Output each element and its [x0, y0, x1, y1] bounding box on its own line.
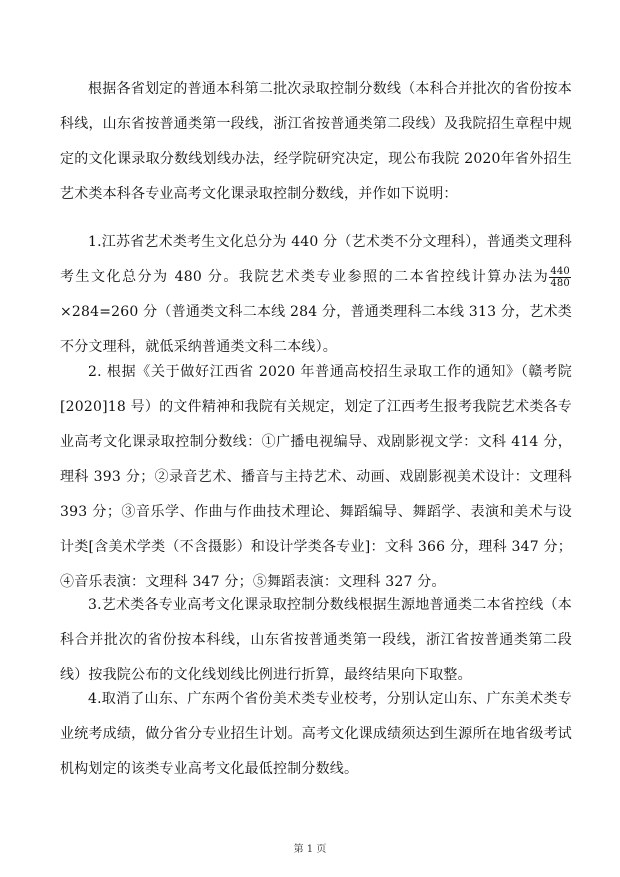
page-number: 第 1 页	[293, 844, 327, 855]
item-2-paragraph: 2. 根据《关于做好江西省 2020 年普通高校招生录取工作的通知》（赣考院[2020]18 号）的文件精神和我院有关规定，划定了江西考生报考我院艺术类各专业高考文化课录取控制分数线：①广播电视编导、戏剧影视文学：文科 414 分，理科 393 分；②录音艺术、播音与主持艺术、动画、戏剧影视美术设计：文理科 393 分；③音乐学、作曲与作曲技术理论、舞蹈编导、舞蹈学、表演和美术与设计类[含美术学类（不含摄影）和设计学类各专业]：文科 366 分，理科 347 分；④音乐表演：文理科 347 分；⑤舞蹈表演：文理科 327 分。	[60, 364, 572, 590]
item-1-paragraph	[60, 225, 572, 365]
item-1-lead: 1.江苏省艺术类考生文化总分为 440 分（艺术类不分文理科），普通类文理科考生文化总分为 480 分。我院艺术类专业参照的二本省控线计算办法为	[60, 234, 572, 285]
item-1-tail: ×284=260 分（普通类文科二本线 284 分，普通类理科二本线 313 分，艺术类不分文理科，就低采纳普通类文科二本线）。	[60, 304, 572, 355]
item-3-paragraph: 3.艺术类各专业高考文化课录取控制分数线根据生源地普通类二本省控线（本科合并批次的省份按本科线，山东省按普通类第一段线，浙江省按普通类第二段线）按我院公布的文化线划线比例进行折算，最终结果向下取整。	[60, 597, 572, 683]
fraction-numerator: 440	[550, 265, 570, 277]
intro-paragraph: 根据各省划定的普通本科第二批次录取控制分数线（本科合并批次的省份按本科线，山东省按普通类第一段线，浙江省按普通类第二段线）及我院招生章程中规定的文化课录取分数线划线办法，经学院研究决定，现公布我院 2020年省外招生艺术类本科各专业高考文化课录取控制分数线，并作如下说明：	[60, 81, 572, 202]
fraction	[549, 266, 571, 289]
fraction-denominator: 480	[550, 277, 570, 289]
item-4-paragraph: 4.取消了山东、广东两个省份美术类专业校考，分别认定山东、广东美术类专业统考成绩，做分省分专业招生计划。高考文化课成绩须达到生源所在地省级考试机构划定的该类专业高考文化最低控制分数线。	[60, 691, 572, 777]
